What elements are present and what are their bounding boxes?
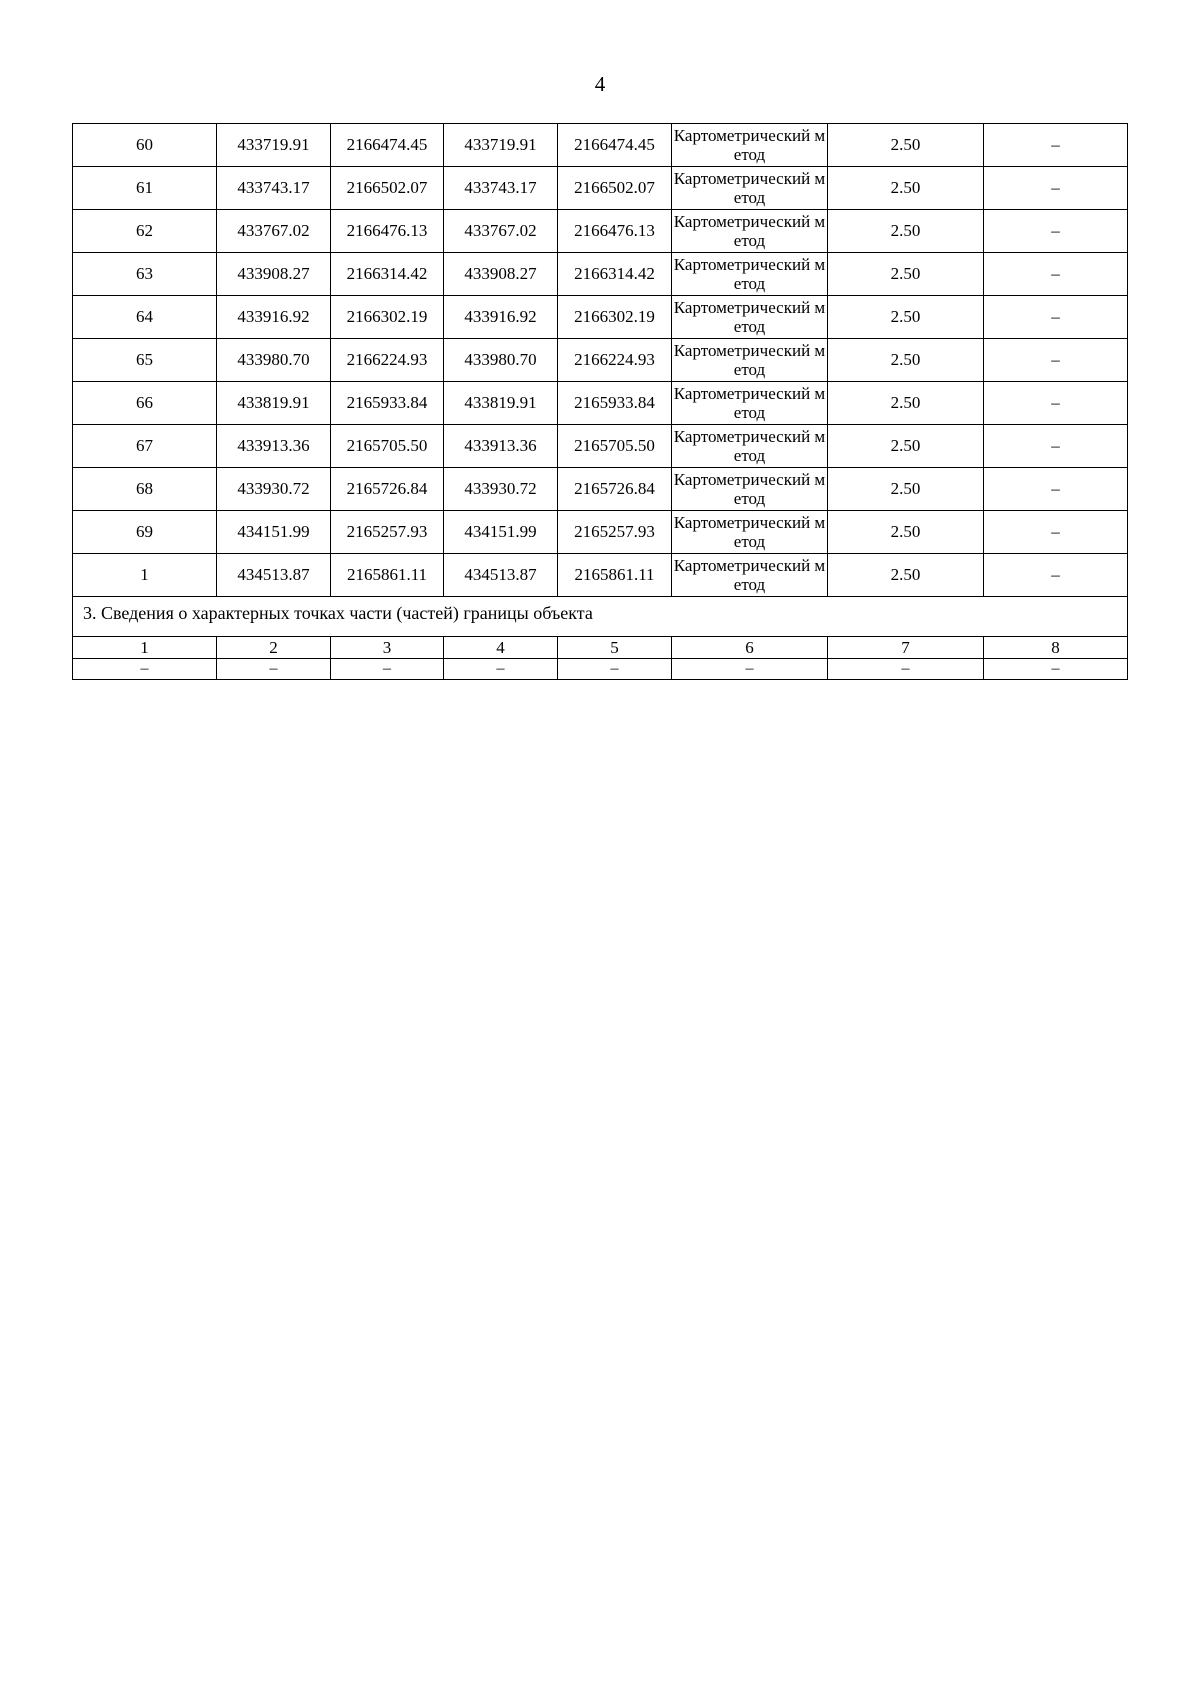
accuracy-cell: 2.50	[828, 167, 984, 210]
x-coordinate-cell: 433916.92	[217, 296, 331, 339]
y-coordinate-cell: 2165705.50	[558, 425, 672, 468]
table-row	[73, 468, 1128, 511]
note-cell: –	[984, 296, 1128, 339]
note-cell: –	[984, 253, 1128, 296]
x-coordinate-cell: 434513.87	[444, 554, 558, 597]
x-coordinate-cell: 433767.02	[217, 210, 331, 253]
point-number-cell: 69	[73, 511, 217, 554]
x-coordinate-cell: 433980.70	[444, 339, 558, 382]
data-rows	[73, 124, 1128, 597]
column-number: 3	[331, 637, 444, 659]
note-cell: –	[984, 124, 1128, 167]
y-coordinate-cell: 2165257.93	[558, 511, 672, 554]
accuracy-cell: 2.50	[828, 339, 984, 382]
y-coordinate-cell: 2165257.93	[331, 511, 444, 554]
point-number-cell: 65	[73, 339, 217, 382]
section-3-title: 3. Сведения о характерных точках части (частей) границы объекта	[73, 597, 1128, 637]
x-coordinate-cell: 433719.91	[217, 124, 331, 167]
table-row	[73, 124, 1128, 167]
note-cell: –	[984, 425, 1128, 468]
y-coordinate-cell: 2165933.84	[331, 382, 444, 425]
table-row	[73, 339, 1128, 382]
y-coordinate-cell: 2166502.07	[331, 167, 444, 210]
accuracy-cell: 2.50	[828, 554, 984, 597]
point-number-cell: 67	[73, 425, 217, 468]
method-cell: Картометрический метод	[672, 124, 828, 167]
y-coordinate-cell: 2165705.50	[331, 425, 444, 468]
method-cell: Картометрический метод	[672, 167, 828, 210]
note-cell: –	[984, 468, 1128, 511]
empty-value-cell: –	[73, 659, 217, 680]
point-number-cell: 66	[73, 382, 217, 425]
x-coordinate-cell: 433908.27	[444, 253, 558, 296]
y-coordinate-cell: 2166474.45	[558, 124, 672, 167]
x-coordinate-cell: 434513.87	[217, 554, 331, 597]
page-number: 4	[594, 72, 606, 96]
note-cell: –	[984, 382, 1128, 425]
y-coordinate-cell: 2166502.07	[558, 167, 672, 210]
column-number: 8	[984, 637, 1128, 659]
y-coordinate-cell: 2165726.84	[558, 468, 672, 511]
x-coordinate-cell: 433743.17	[217, 167, 331, 210]
x-coordinate-cell: 433767.02	[444, 210, 558, 253]
method-cell: Картометрический метод	[672, 210, 828, 253]
point-number-cell: 1	[73, 554, 217, 597]
empty-value-cell: –	[984, 659, 1128, 680]
note-cell: –	[984, 339, 1128, 382]
table-row	[73, 296, 1128, 339]
point-number-cell: 60	[73, 124, 217, 167]
note-cell: –	[984, 167, 1128, 210]
empty-value-cell: –	[217, 659, 331, 680]
table-row	[73, 382, 1128, 425]
x-coordinate-cell: 433913.36	[217, 425, 331, 468]
column-number: 2	[217, 637, 331, 659]
y-coordinate-cell: 2166302.19	[558, 296, 672, 339]
x-coordinate-cell: 433819.91	[444, 382, 558, 425]
table-row	[73, 425, 1128, 468]
y-coordinate-cell: 2166314.42	[558, 253, 672, 296]
table-row	[73, 167, 1128, 210]
method-cell: Картометрический метод	[672, 339, 828, 382]
point-number-cell: 63	[73, 253, 217, 296]
empty-value-cell: –	[444, 659, 558, 680]
x-coordinate-cell: 433719.91	[444, 124, 558, 167]
x-coordinate-cell: 433930.72	[444, 468, 558, 511]
y-coordinate-cell: 2166224.93	[558, 339, 672, 382]
y-coordinate-cell: 2165861.11	[331, 554, 444, 597]
x-coordinate-cell: 433913.36	[444, 425, 558, 468]
x-coordinate-cell: 433916.92	[444, 296, 558, 339]
table-row	[73, 253, 1128, 296]
x-coordinate-cell: 433980.70	[217, 339, 331, 382]
y-coordinate-cell: 2165726.84	[331, 468, 444, 511]
accuracy-cell: 2.50	[828, 511, 984, 554]
point-number-cell: 68	[73, 468, 217, 511]
accuracy-cell: 2.50	[828, 468, 984, 511]
x-coordinate-cell: 434151.99	[217, 511, 331, 554]
x-coordinate-cell: 433908.27	[217, 253, 331, 296]
column-number: 1	[73, 637, 217, 659]
accuracy-cell: 2.50	[828, 382, 984, 425]
method-cell: Картометрический метод	[672, 253, 828, 296]
table-row	[73, 511, 1128, 554]
point-number-cell: 64	[73, 296, 217, 339]
y-coordinate-cell: 2166476.13	[331, 210, 444, 253]
method-cell: Картометрический метод	[672, 511, 828, 554]
accuracy-cell: 2.50	[828, 425, 984, 468]
empty-value-cell: –	[828, 659, 984, 680]
y-coordinate-cell: 2165861.11	[558, 554, 672, 597]
column-number: 6	[672, 637, 828, 659]
x-coordinate-cell: 433930.72	[217, 468, 331, 511]
note-cell: –	[984, 210, 1128, 253]
x-coordinate-cell: 433819.91	[217, 382, 331, 425]
method-cell: Картометрический метод	[672, 468, 828, 511]
method-cell: Картометрический метод	[672, 296, 828, 339]
empty-value-cell: –	[672, 659, 828, 680]
method-cell: Картометрический метод	[672, 554, 828, 597]
point-number-cell: 61	[73, 167, 217, 210]
column-number-row	[73, 637, 1128, 659]
empty-value-cell: –	[331, 659, 444, 680]
method-cell: Картометрический метод	[672, 425, 828, 468]
empty-value-cell: –	[558, 659, 672, 680]
y-coordinate-cell: 2166224.93	[331, 339, 444, 382]
x-coordinate-cell: 434151.99	[444, 511, 558, 554]
section-3-header-row	[73, 597, 1128, 637]
method-cell: Картометрический метод	[672, 382, 828, 425]
accuracy-cell: 2.50	[828, 296, 984, 339]
y-coordinate-cell: 2166314.42	[331, 253, 444, 296]
table-row	[73, 210, 1128, 253]
empty-value-row	[73, 659, 1128, 680]
accuracy-cell: 2.50	[828, 210, 984, 253]
note-cell: –	[984, 554, 1128, 597]
y-coordinate-cell: 2165933.84	[558, 382, 672, 425]
y-coordinate-cell: 2166476.13	[558, 210, 672, 253]
y-coordinate-cell: 2166302.19	[331, 296, 444, 339]
accuracy-cell: 2.50	[828, 124, 984, 167]
x-coordinate-cell: 433743.17	[444, 167, 558, 210]
y-coordinate-cell: 2166474.45	[331, 124, 444, 167]
column-number: 5	[558, 637, 672, 659]
column-number: 4	[444, 637, 558, 659]
column-number: 7	[828, 637, 984, 659]
table-row	[73, 554, 1128, 597]
coordinates-table	[72, 123, 1128, 680]
accuracy-cell: 2.50	[828, 253, 984, 296]
point-number-cell: 62	[73, 210, 217, 253]
note-cell: –	[984, 511, 1128, 554]
